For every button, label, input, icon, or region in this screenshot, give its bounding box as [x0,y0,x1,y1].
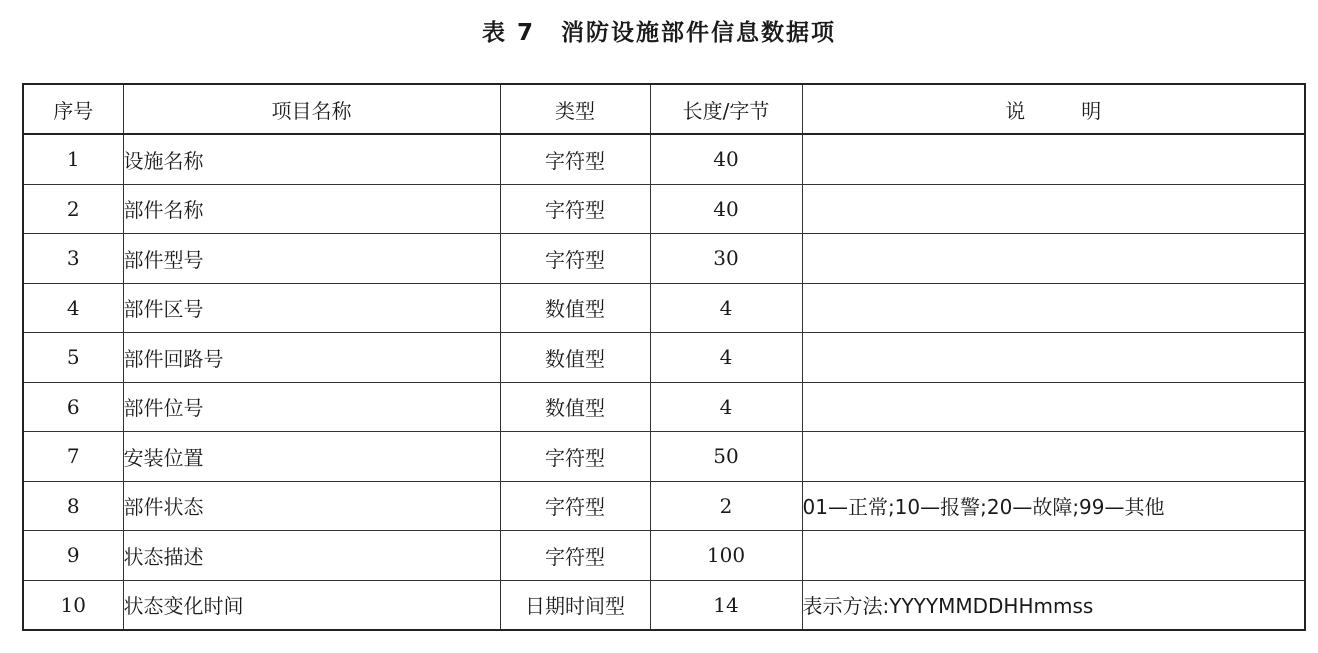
cell-description [802,333,1305,383]
cell-description [802,382,1305,432]
cell-no: 10 [23,580,123,630]
table-row [23,234,1305,284]
cell-type: 数值型 [500,283,650,333]
cell-description [802,134,1305,184]
cell-type: 日期时间型 [500,580,650,630]
cell-name: 设施名称 [123,134,500,184]
cell-description [802,184,1305,234]
cell-length: 30 [650,234,802,284]
cell-name: 部件区号 [123,283,500,333]
cell-no: 9 [23,531,123,581]
table-row [23,432,1305,482]
cell-length: 40 [650,134,802,184]
cell-name: 状态描述 [123,531,500,581]
cell-length: 4 [650,382,802,432]
cell-no: 5 [23,333,123,383]
cell-type: 字符型 [500,432,650,482]
cell-length: 50 [650,432,802,482]
data-items-table [22,83,1306,631]
cell-name: 安装位置 [123,432,500,482]
table-row [23,580,1305,630]
cell-length: 4 [650,333,802,383]
cell-name: 部件名称 [123,184,500,234]
cell-length: 40 [650,184,802,234]
cell-name: 部件回路号 [123,333,500,383]
cell-no: 4 [23,283,123,333]
cell-no: 8 [23,481,123,531]
cell-type: 数值型 [500,333,650,383]
cell-length: 14 [650,580,802,630]
table-row [23,134,1305,184]
cell-description [802,234,1305,284]
header-row [23,84,1305,134]
cell-length: 4 [650,283,802,333]
table-row [23,184,1305,234]
table-number: 表 7 [481,20,535,46]
cell-description [802,531,1305,581]
header-description-part2: 明 [1081,98,1102,123]
cell-type: 字符型 [500,481,650,531]
cell-name: 部件状态 [123,481,500,531]
cell-type: 字符型 [500,531,650,581]
cell-no: 7 [23,432,123,482]
cell-type: 字符型 [500,184,650,234]
header-description [802,84,1305,134]
cell-type: 数值型 [500,382,650,432]
cell-description [802,432,1305,482]
cell-name: 部件型号 [123,234,500,284]
table-row [23,283,1305,333]
cell-description: 01—正常;10—报警;20—故障;99—其他 [802,481,1305,531]
cell-length: 2 [650,481,802,531]
header-name: 项目名称 [123,84,500,134]
cell-name: 部件位号 [123,382,500,432]
table-row [23,481,1305,531]
table-title: 消防设施部件信息数据项 [561,20,836,46]
cell-type: 字符型 [500,134,650,184]
cell-no: 3 [23,234,123,284]
cell-no: 1 [23,134,123,184]
cell-length: 100 [650,531,802,581]
table-row [23,333,1305,383]
table-caption [0,14,1318,47]
cell-description: 表示方法:YYYYMMDDHHmmss [802,580,1305,630]
header-description-part1: 说 [1005,98,1026,123]
cell-name: 状态变化时间 [123,580,500,630]
table-row [23,382,1305,432]
cell-no: 2 [23,184,123,234]
header-type: 类型 [500,84,650,134]
cell-type: 字符型 [500,234,650,284]
cell-no: 6 [23,382,123,432]
cell-description [802,283,1305,333]
header-no: 序号 [23,84,123,134]
header-length: 长度/字节 [650,84,802,134]
table-row [23,531,1305,581]
